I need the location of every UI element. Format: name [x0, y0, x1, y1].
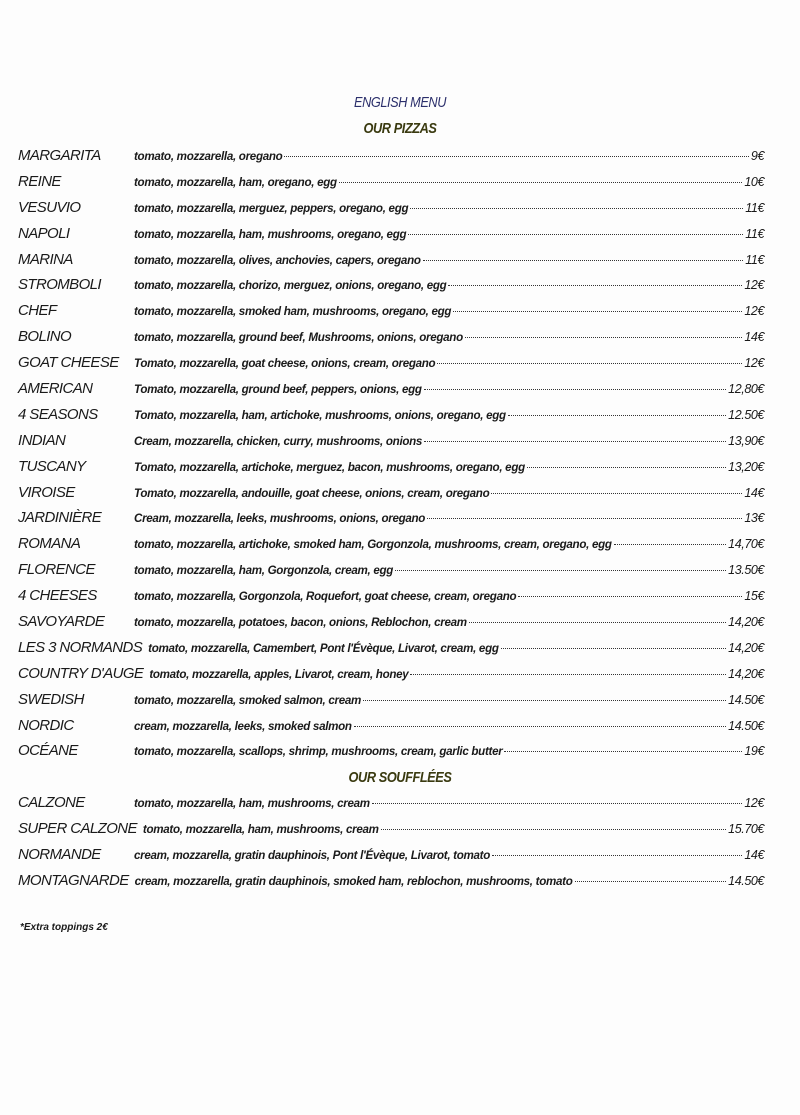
item-price: 13,20€	[728, 459, 764, 474]
menu-item	[18, 354, 764, 380]
item-description: tomato, mozzarella, potatoes, bacon, onions, Reblochon, cream	[134, 616, 467, 630]
item-description: tomato, mozzarella, Camembert, Pont l'Évèque, Livarot, cream, egg	[148, 641, 499, 655]
dot-leader	[395, 570, 726, 571]
item-description: tomato, mozzarella, ham, mushrooms, cream	[142, 822, 379, 836]
menu-item	[18, 276, 764, 302]
item-price: 9€	[750, 149, 764, 163]
item-name: OCÉANE	[18, 742, 78, 760]
dot-leader	[504, 751, 742, 752]
item-price: 12,80€	[728, 382, 764, 397]
pizzas-heading: OUR PIZZAS	[363, 120, 437, 137]
souffle-list	[18, 794, 764, 898]
menu-item	[18, 639, 764, 665]
dot-leader	[354, 726, 726, 727]
dot-leader	[527, 467, 726, 468]
item-price: 11€	[745, 200, 764, 215]
item-name: AMERICAN	[18, 380, 93, 398]
item-description: tomato, mozzarella, merguez, peppers, oregano, egg	[134, 201, 409, 215]
menu-item	[18, 872, 764, 898]
dot-leader	[448, 285, 742, 286]
item-description: Tomato, mozzarella, goat cheese, onions, cream, oregano	[134, 357, 436, 371]
dot-leader	[518, 596, 742, 597]
item-name: NORMANDE	[18, 845, 101, 863]
dot-leader	[453, 311, 742, 312]
item-description: tomato, mozzarella, Gorgonzola, Roquefort, goat cheese, cream, oregano	[134, 590, 517, 604]
item-name: INDIAN	[18, 431, 66, 449]
menu-item	[18, 613, 764, 639]
item-description: tomato, mozzarella, chorizo, merguez, onions, oregano, egg	[134, 279, 447, 293]
dot-leader	[410, 208, 743, 209]
item-name: REINE	[18, 172, 61, 190]
item-description: cream, mozzarella, gratin dauphinois, smoked ham, reblochon, mushrooms, tomato	[134, 874, 573, 888]
menu-item	[18, 432, 764, 458]
item-name: CHEF	[18, 302, 57, 320]
pizza-list	[18, 147, 764, 768]
menu-item	[18, 820, 764, 846]
menu-item	[18, 717, 764, 743]
dot-leader	[372, 803, 743, 804]
item-price: 13€	[744, 511, 764, 526]
dot-leader	[410, 674, 726, 675]
item-name: MARINA	[18, 250, 73, 268]
dot-leader	[363, 700, 726, 701]
menu-item	[18, 509, 764, 535]
menu-item	[18, 846, 764, 872]
item-description: tomato, mozzarella, olives, anchovies, capers, oregano	[134, 253, 421, 267]
menu-item	[18, 742, 764, 768]
item-name: MARGARITA	[18, 147, 101, 164]
menu-item	[18, 380, 764, 406]
item-name: VESUVIO	[18, 198, 81, 216]
item-description: tomato, mozzarella, ground beef, Mushrooms, onions, oregano	[134, 331, 463, 345]
dot-leader	[408, 234, 743, 235]
menu-item	[18, 199, 764, 225]
item-description: tomato, mozzarella, scallops, shrimp, mushrooms, cream, garlic butter	[134, 745, 503, 759]
item-description: Tomato, mozzarella, artichoke, merguez, bacon, mushrooms, oregano, egg	[134, 460, 525, 474]
item-name: GOAT CHEESE	[18, 354, 119, 372]
item-price: 15€	[744, 589, 764, 604]
item-name: COUNTRY D'AUGE	[18, 664, 144, 682]
dot-leader	[339, 182, 743, 183]
menu-item	[18, 484, 764, 510]
item-price: 12.50€	[728, 407, 764, 422]
item-description: tomato, mozzarella, artichoke, smoked ham, Gorgonzola, mushrooms, cream, oregano, egg	[134, 538, 612, 552]
item-price: 14,20€	[728, 640, 764, 655]
dot-leader	[427, 518, 742, 519]
item-name: FLORENCE	[18, 561, 95, 579]
footnote: *Extra toppings 2€	[20, 922, 108, 933]
menu-item	[18, 147, 764, 173]
item-description: tomato, mozzarella, smoked ham, mushrooms, oregano, egg	[134, 305, 452, 319]
item-price: 10€	[744, 174, 764, 189]
item-description: Cream, mozzarella, leeks, mushrooms, onions, oregano	[134, 512, 426, 526]
dot-leader	[284, 156, 748, 157]
menu-item	[18, 251, 764, 277]
dot-leader	[614, 544, 726, 545]
item-description: tomato, mozzarella, oregano	[134, 150, 283, 163]
item-price: 19€	[744, 744, 764, 759]
item-name: JARDINIÈRE	[18, 509, 102, 527]
dot-leader	[508, 415, 726, 416]
item-price: 14€	[744, 485, 764, 500]
item-description: tomato, mozzarella, ham, oregano, egg	[134, 175, 337, 189]
item-price: 12€	[744, 304, 764, 319]
menu-item	[18, 225, 764, 251]
item-description: Cream, mozzarella, chicken, curry, mushrooms, onions	[134, 434, 423, 448]
menu-item	[18, 535, 764, 561]
item-description: tomato, mozzarella, smoked salmon, cream	[134, 693, 362, 707]
dot-leader	[575, 881, 727, 882]
menu-item	[18, 691, 764, 717]
dot-leader	[491, 493, 742, 494]
dot-leader	[424, 441, 726, 442]
item-price: 14,70€	[728, 537, 764, 552]
item-price: 11€	[745, 252, 764, 267]
item-price: 13,90€	[728, 433, 764, 448]
item-price: 14.50€	[728, 873, 764, 888]
item-name: SUPER CALZONE	[18, 819, 137, 837]
dot-leader	[437, 363, 742, 364]
item-price: 14€	[744, 330, 764, 345]
item-name: LES 3 NORMANDS	[18, 638, 143, 656]
item-price: 14,20€	[728, 615, 764, 630]
menu-item	[18, 587, 764, 613]
item-name: STROMBOLI	[18, 276, 101, 294]
menu-item	[18, 794, 764, 820]
menu-item	[18, 665, 764, 691]
dot-leader	[501, 648, 727, 649]
item-name: MONTAGNARDE	[18, 871, 129, 889]
item-price: 15.70€	[728, 821, 764, 836]
item-name: NAPOLI	[18, 224, 70, 242]
item-price: 14.50€	[728, 718, 764, 733]
souffles-heading: OUR SOUFFLÉES	[348, 769, 452, 786]
dot-leader	[465, 337, 742, 338]
item-price: 12€	[744, 356, 764, 371]
item-name: SAVOYARDE	[18, 613, 105, 631]
item-name: NORDIC	[18, 716, 74, 734]
item-name: 4 CHEESES	[18, 587, 97, 605]
item-description: tomato, mozzarella, ham, Gorgonzola, cream, egg	[134, 564, 394, 578]
item-name: BOLINO	[18, 328, 72, 346]
item-price: 13.50€	[728, 563, 764, 578]
item-name: SWEDISH	[18, 690, 84, 708]
item-description: Tomato, mozzarella, ground beef, peppers, onions, egg	[134, 383, 422, 397]
menu-title: ENGLISH MENU	[354, 94, 446, 111]
item-price: 14€	[744, 847, 764, 862]
item-description: tomato, mozzarella, apples, Livarot, cream, honey	[149, 667, 409, 681]
item-description: Tomato, mozzarella, ham, artichoke, mushrooms, onions, oregano, egg	[134, 408, 506, 422]
item-price: 11€	[745, 226, 764, 241]
menu-item	[18, 458, 764, 484]
menu-item	[18, 561, 764, 587]
item-description: cream, mozzarella, leeks, smoked salmon	[134, 719, 352, 733]
item-price: 14.50€	[728, 692, 764, 707]
item-price: 12€	[744, 796, 764, 810]
menu-item	[18, 406, 764, 432]
item-price: 14,20€	[728, 666, 764, 681]
item-name: TUSCANY	[18, 457, 86, 475]
item-name: 4 SEASONS	[18, 405, 98, 423]
item-description: tomato, mozzarella, ham, mushrooms, oregano, egg	[134, 227, 407, 241]
item-name: ROMANA	[18, 535, 81, 553]
dot-leader	[381, 829, 727, 830]
dot-leader	[424, 389, 726, 390]
item-description: Tomato, mozzarella, andouille, goat cheese, onions, cream, oregano	[134, 486, 490, 500]
menu-item	[18, 173, 764, 199]
dot-leader	[492, 855, 742, 856]
item-description: cream, mozzarella, gratin dauphinois, Pont l'Évèque, Livarot, tomato	[134, 848, 491, 862]
item-price: 12€	[744, 278, 764, 293]
dot-leader	[469, 622, 726, 623]
item-name: CALZONE	[18, 794, 85, 811]
dot-leader	[423, 260, 744, 261]
menu-item	[18, 302, 764, 328]
item-description: tomato, mozzarella, ham, mushrooms, cream	[134, 797, 370, 810]
item-name: VIROISE	[18, 483, 75, 501]
menu-item	[18, 328, 764, 354]
